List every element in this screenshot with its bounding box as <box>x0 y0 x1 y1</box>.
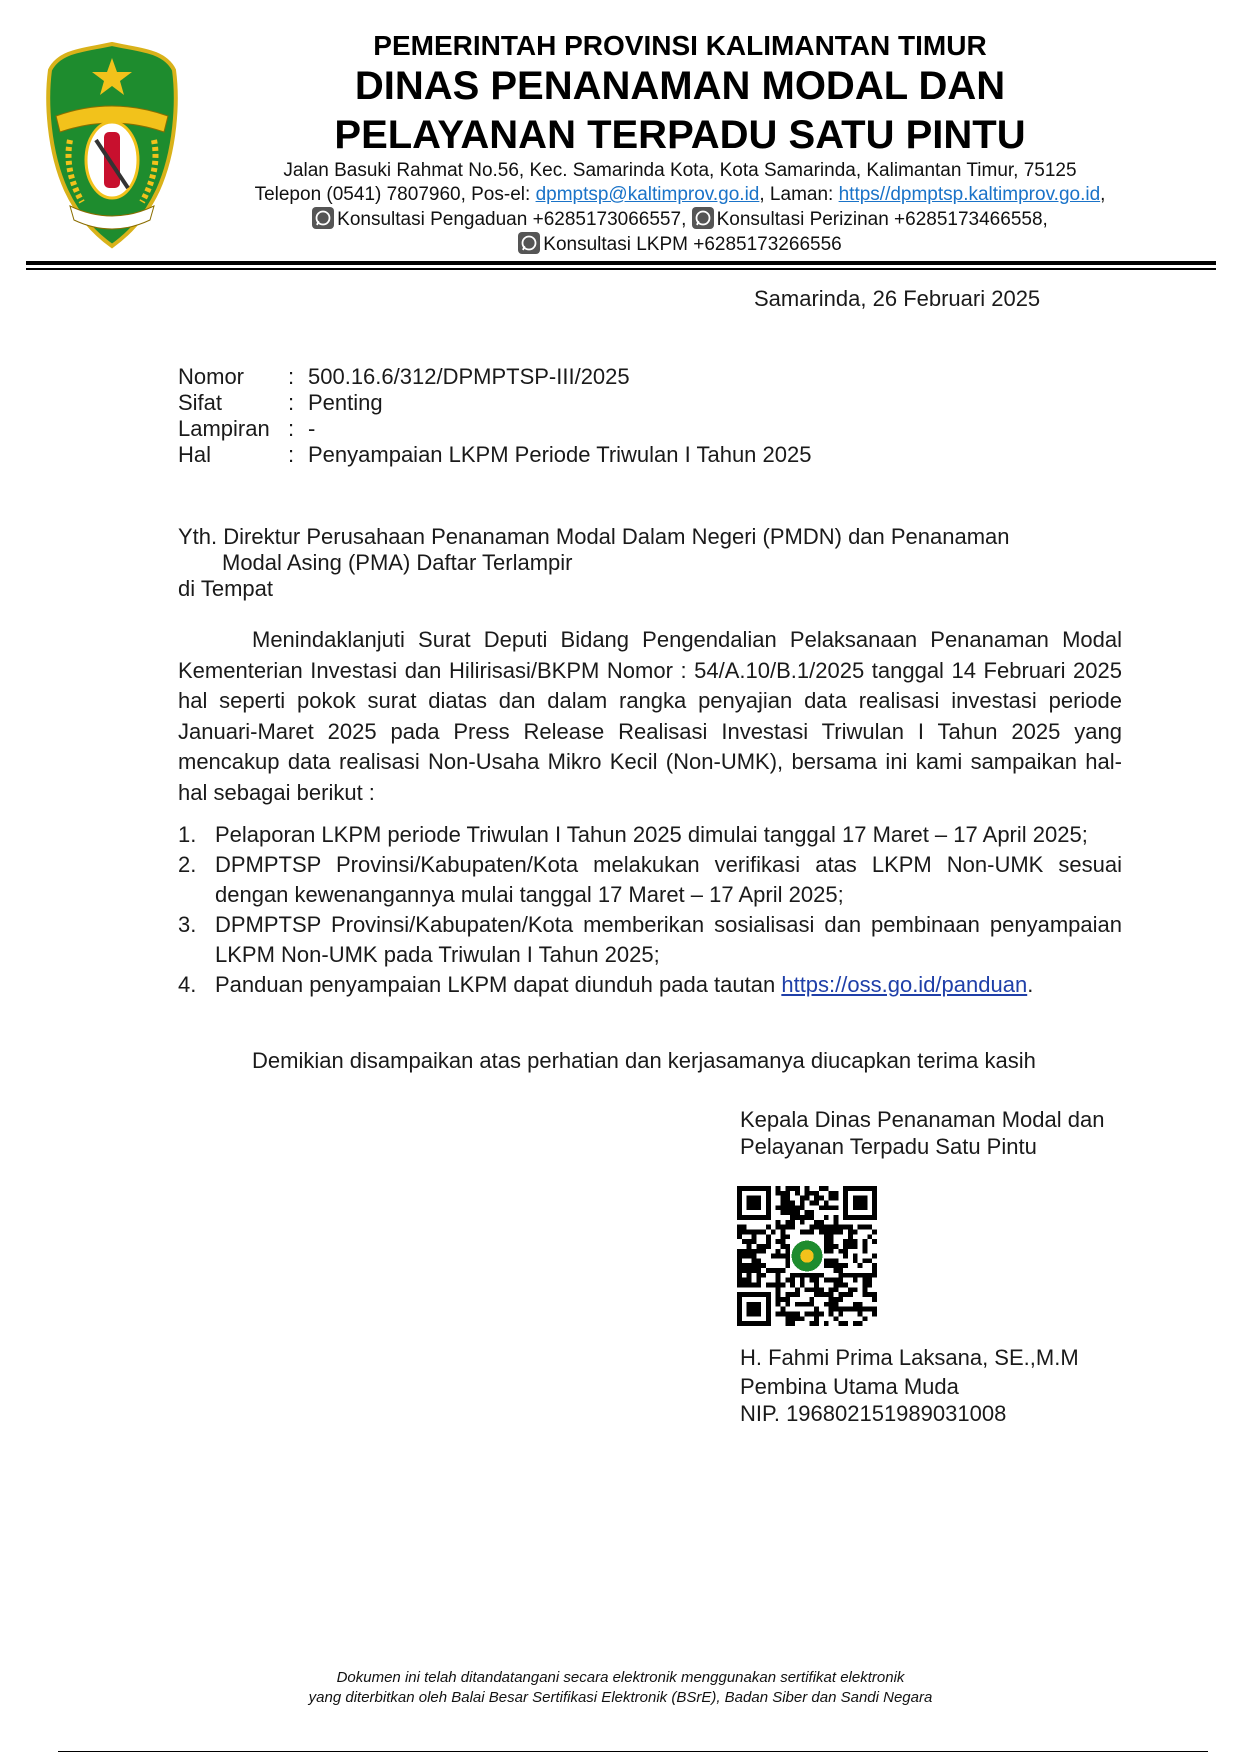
meta-colon: : <box>288 390 295 415</box>
list-item <box>178 910 1122 970</box>
whatsapp-icon <box>692 207 714 229</box>
list-item <box>178 970 1122 1000</box>
list-item <box>178 850 1122 910</box>
contact-perizinan: Konsultasi Perizinan +6285173466558, <box>716 209 1048 230</box>
meta-hal <box>178 442 811 468</box>
whatsapp-icon <box>312 207 334 229</box>
website-link[interactable]: https//dpmptsp.kaltimprov.go.id <box>838 184 1101 205</box>
meta-label: Nomor <box>178 364 245 389</box>
footer-rule <box>58 1751 1208 1752</box>
contact-lkpm: Konsultasi LKPM +6285173266556 <box>543 234 842 255</box>
addressee-line2: Modal Asing (PMA) Daftar Terlampir <box>222 550 573 575</box>
lkpm-line <box>200 232 1160 256</box>
web-suffix: , <box>1100 184 1106 205</box>
panduan-link[interactable]: https://oss.go.id/panduan <box>781 972 1028 997</box>
meta-lampiran <box>178 416 315 442</box>
agency-name-line2: PELAYANAN TERPADU SATU PINTU <box>334 113 1026 157</box>
place-date: Samarinda, 26 Februari 2025 <box>754 286 1041 311</box>
list-item-text: DPMPTSP Provinsi/Kabupaten/Kota melakukan verifikasi atas LKPM Non-UMK sesuai dengan kewenangannya mulai tanggal 17 Maret – 17 April 2025; <box>215 852 1122 907</box>
consultation-line <box>200 207 1160 231</box>
meta-colon: : <box>288 442 295 467</box>
whatsapp-icon <box>518 232 540 254</box>
meta-label: Lampiran <box>178 416 270 441</box>
meta-colon: : <box>288 416 295 441</box>
phone-text: Telepon (0541) 7807960, Pos-el: <box>254 184 536 205</box>
list-item-text: Pelaporan LKPM periode Triwulan I Tahun 2025 dimulai tanggal 17 Maret – 17 April 2025; <box>215 822 1088 847</box>
province-emblem-logo <box>46 40 178 250</box>
qr-code-icon <box>737 1186 877 1326</box>
government-name: PEMERINTAH PROVINSI KALIMANTAN TIMUR <box>373 30 987 61</box>
addressee-line1: Yth. Direktur Perusahaan Penanaman Modal Dalam Negeri (PMDN) dan Penanaman <box>178 524 1010 549</box>
signatory-title-line2: Pelayanan Terpadu Satu Pintu <box>740 1134 1037 1159</box>
list-item <box>178 820 1122 850</box>
footer-line1: Dokumen ini telah ditandatangani secara elektronik menggunakan sertifikat elektronik <box>336 1669 905 1686</box>
closing-sentence: Demikian disampaikan atas perhatian dan kerjasamanya diucapkan terima kasih <box>252 1048 1036 1073</box>
agency-name-line1: DINAS PENANAMAN MODAL DAN <box>354 64 1006 108</box>
web-prefix: , Laman: <box>759 184 839 205</box>
meta-sifat <box>178 390 383 416</box>
body-paragraph <box>178 625 1122 808</box>
signatory-name: H. Fahmi Prima Laksana, SE.,M.M <box>740 1345 1079 1370</box>
list-number: 1. <box>178 822 197 847</box>
contact-pengaduan: Konsultasi Pengaduan +6285173066557, <box>337 209 687 230</box>
contact-line <box>200 184 1160 206</box>
list-item-text: Panduan penyampaian LKPM dapat diunduh pada tautan <box>215 972 782 997</box>
footer-line2: yang diterbitkan oleh Balai Besar Sertifikasi Elektronik (BSrE), Badan Siber dan Sandi Negara <box>308 1689 933 1706</box>
list-number: 3. <box>178 912 197 937</box>
addressee-line3: di Tempat <box>178 576 273 601</box>
meta-value: Penting <box>308 390 383 415</box>
meta-label: Sifat <box>178 390 223 415</box>
signatory-nip: NIP. 196802151989031008 <box>740 1401 1007 1426</box>
list-item-suffix: . <box>1027 972 1034 997</box>
meta-colon: : <box>288 364 295 389</box>
instruction-list <box>178 820 1122 1000</box>
meta-value: 500.16.6/312/DPMPTSP-III/2025 <box>308 364 630 389</box>
header-divider-thick <box>26 261 1216 265</box>
signatory-title-line1: Kepala Dinas Penanaman Modal dan <box>740 1107 1105 1132</box>
meta-nomor <box>178 364 630 390</box>
meta-value: Penyampaian LKPM Periode Triwulan I Tahun 2025 <box>308 442 812 467</box>
list-number: 4. <box>178 972 197 997</box>
signatory-rank: Pembina Utama Muda <box>740 1374 959 1399</box>
agency-address: Jalan Basuki Rahmat No.56, Kec. Samarinda Kota, Kota Samarinda, Kalimantan Timur, 75125 <box>283 160 1077 181</box>
body-paragraph-text: Menindaklanjuti Surat Deputi Bidang Pengendalian Pelaksanaan Penanaman Modal Kementerian Investasi dan Hilirisasi/BKPM Nomor : 54/A.10/B.1/2025 tanggal 14 Februari 2025 hal seperti pokok surat diatas dan dalam rangka penyajian data realisasi investasi periode Januari-Maret 2025 pada Press Release Realisasi Investasi Triwulan I Tahun 2025 yang mencakup data realisasi Non-Usaha Mikro Kecil (Non-UMK), bersama ini kami sampaikan hal-hal sebagai berikut : <box>178 627 1122 805</box>
header-divider-thin <box>26 268 1216 270</box>
meta-value: - <box>308 416 316 441</box>
list-item-text: DPMPTSP Provinsi/Kabupaten/Kota memberikan sosialisasi dan pembinaan penyampaian LKPM Non-UMK pada Triwulan I Tahun 2025; <box>215 912 1122 967</box>
list-number: 2. <box>178 852 197 877</box>
email-link[interactable]: dpmptsp@kaltimprov.go.id <box>535 184 760 205</box>
meta-label: Hal <box>178 442 212 467</box>
